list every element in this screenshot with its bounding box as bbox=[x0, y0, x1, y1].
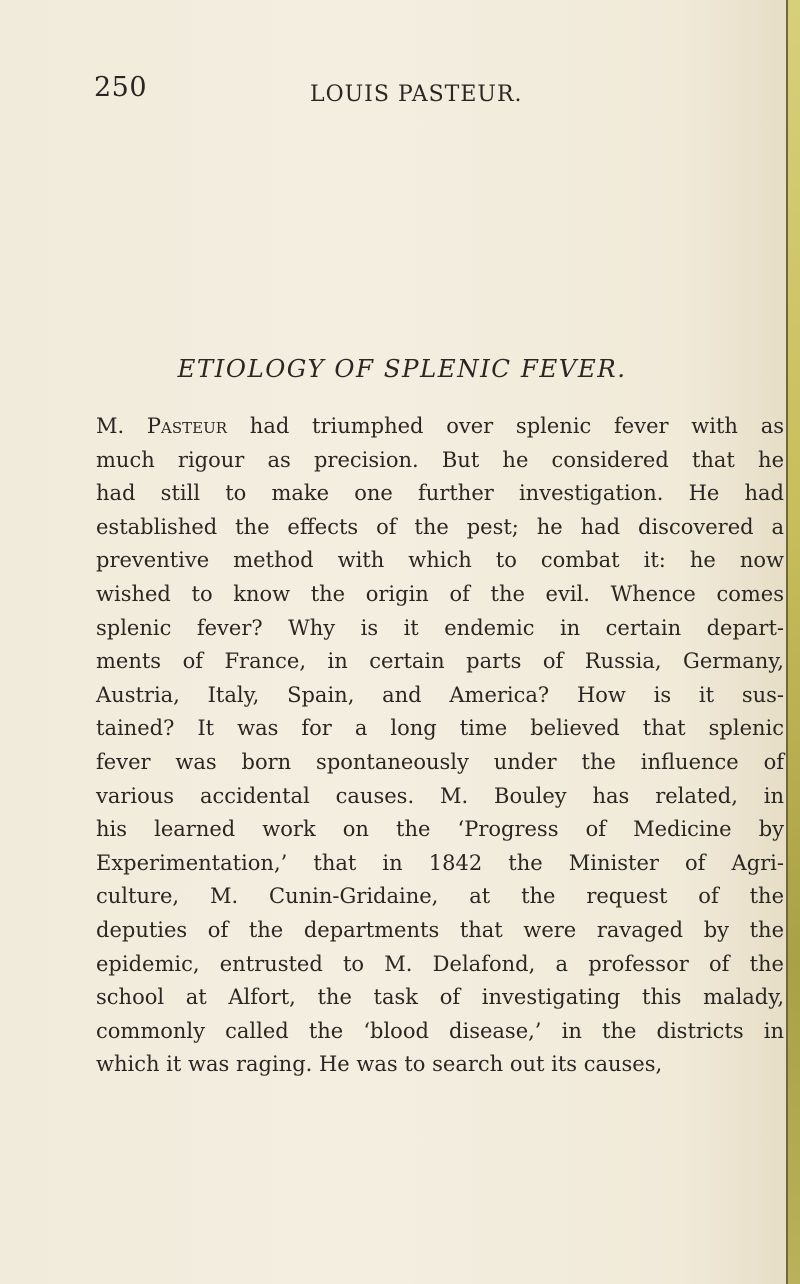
line-rest: had triumphed over splenic fever with as bbox=[227, 414, 784, 438]
body-paragraph bbox=[96, 410, 786, 1082]
text-line: commonly called the ‘blood disease,’ in the districts in bbox=[96, 1018, 784, 1043]
text-line: established the effects of the pest; he had discovered a bbox=[96, 514, 784, 539]
text-line: preventive method with which to combat it: he now bbox=[96, 548, 784, 573]
text-line: which it was raging. He was to search out its causes, bbox=[96, 1052, 663, 1077]
text-line: fever was born spontaneously under the influence of bbox=[96, 749, 784, 774]
text-line: epidemic, entrusted to M. Delafond, a professor of the bbox=[96, 951, 784, 976]
author-name: Pasteur bbox=[146, 414, 228, 438]
text-line: culture, M. Cunin-Gridaine, at the request of the bbox=[96, 884, 784, 909]
text-line: Experimentation,’ that in 1842 the Minister of Agri- bbox=[96, 850, 784, 875]
text-line: various accidental causes. M. Bouley has related, in bbox=[96, 783, 784, 808]
text-line: deputies of the departments that were ravaged by the bbox=[96, 917, 784, 942]
chapter-title: ETIOLOGY OF SPLENIC FEVER. bbox=[177, 354, 627, 383]
page-number: 250 bbox=[94, 72, 148, 103]
text-line: splenic fever? Why is it endemic in certain depart- bbox=[96, 615, 784, 640]
text-line bbox=[96, 410, 784, 444]
text-line: ments of France, in certain parts of Russia, Germany, bbox=[96, 649, 784, 674]
text-line: wished to know the origin of the evil. Whence comes bbox=[96, 581, 784, 606]
text-line: tained? It was for a long time believed that splenic bbox=[96, 716, 784, 741]
page-edge bbox=[786, 0, 800, 1284]
text-line: Austria, Italy, Spain, and America? How is it sus- bbox=[96, 682, 784, 707]
text-line: his learned work on the ‘Progress of Medicine by bbox=[96, 817, 784, 842]
text-line: much rigour as precision. But he considered that he bbox=[96, 447, 784, 472]
text-line: had still to make one further investigation. He had bbox=[96, 481, 784, 506]
running-head: LOUIS PASTEUR. bbox=[310, 82, 523, 107]
line-lead: M. bbox=[96, 414, 147, 438]
text-line: school at Alfort, the task of investigating this malady, bbox=[96, 985, 784, 1010]
